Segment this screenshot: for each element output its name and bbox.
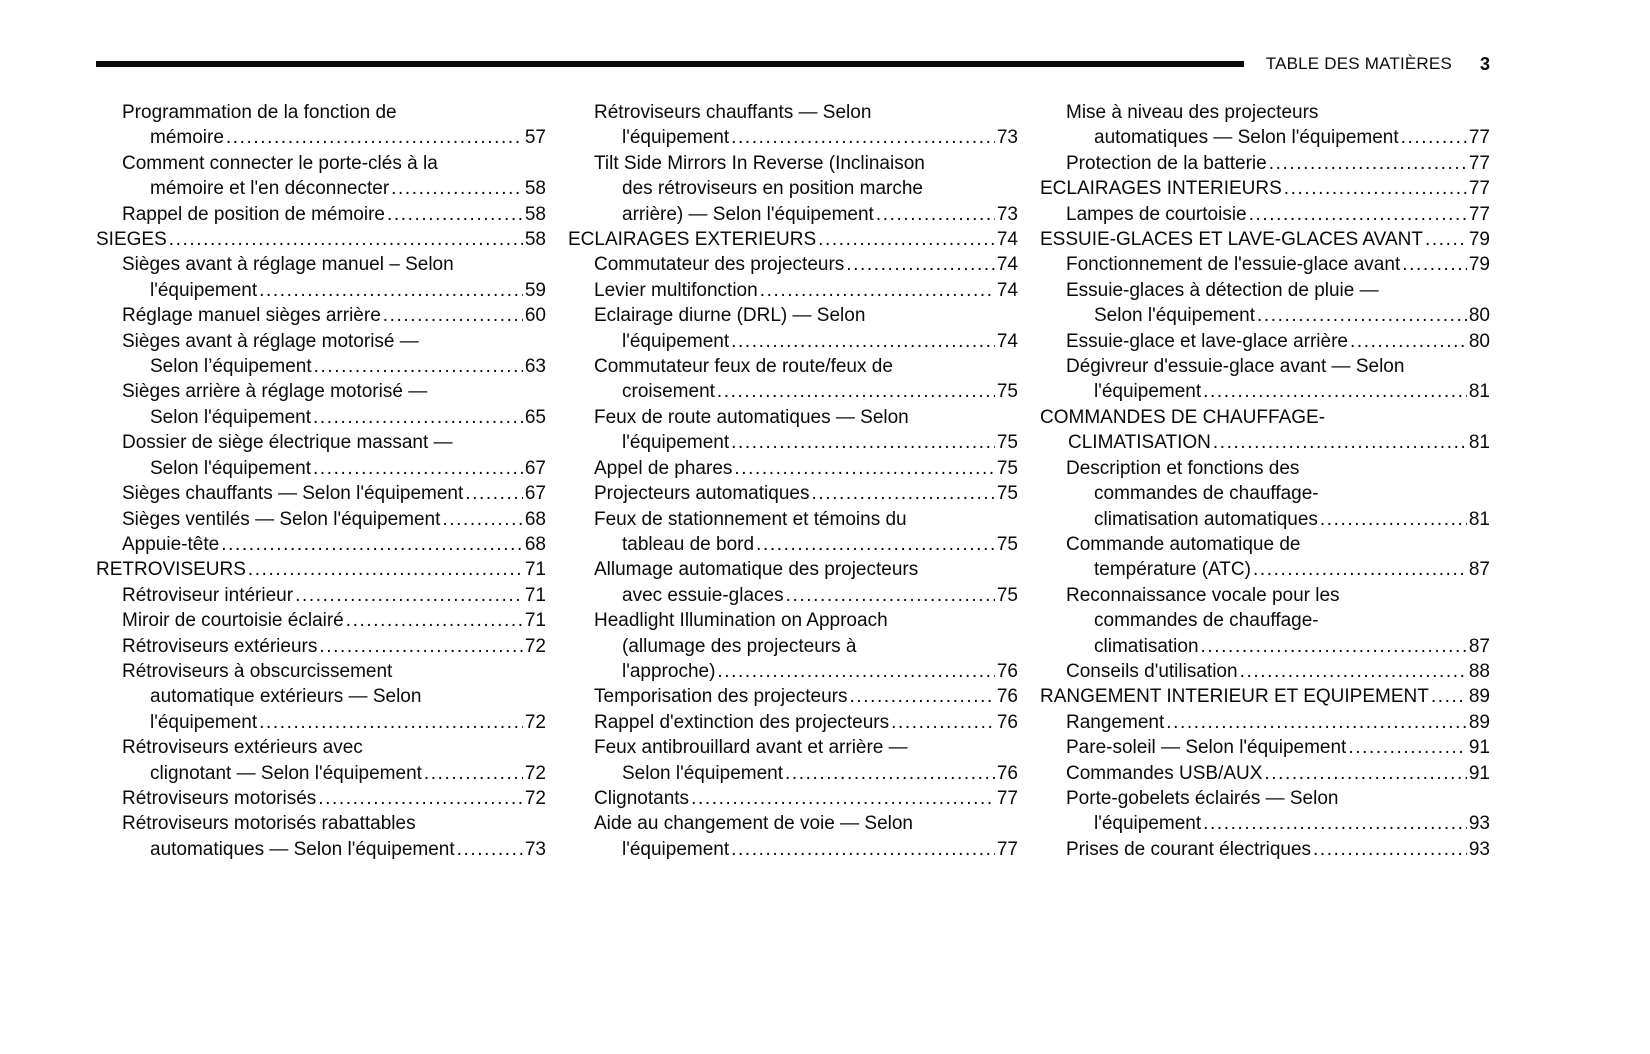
entry-text: RANGEMENT INTERIEUR ET EQUIPEMENT: [1040, 686, 1429, 708]
toc-columns: [0, 100, 1650, 862]
entry-text: Miroir de courtoisie éclairé: [122, 610, 344, 632]
entry-text: automatiques — Selon l'équipement: [1094, 127, 1399, 149]
entry-page-number: 74: [996, 330, 1018, 352]
dot-leader: [169, 227, 523, 252]
toc-section-entry: [96, 252, 546, 303]
entry-page-number: 77: [1468, 127, 1490, 149]
dot-leader: [383, 303, 523, 328]
entry-page-number: 74: [996, 254, 1018, 276]
entry-page-number: 58: [524, 203, 546, 225]
entry-text: Sièges avant à réglage motorisé —: [122, 330, 419, 352]
entry-page-number: 67: [524, 483, 546, 505]
toc-section-entry: [1040, 837, 1490, 862]
dot-leader: [1320, 507, 1467, 532]
entry-page-number: 93: [1468, 813, 1490, 835]
entry-text: ECLAIRAGES INTERIEURS: [1040, 178, 1282, 200]
dot-leader: [849, 684, 994, 709]
entry-page-number: 79: [1468, 229, 1490, 251]
entry-text: automatiques — Selon l'équipement: [150, 838, 455, 860]
entry-text: commandes de chauffage-: [1094, 610, 1319, 632]
entry-text: Rétroviseurs à obscurcissement: [122, 660, 393, 682]
entry-text: arrière) — Selon l'équipement: [622, 203, 874, 225]
toc-section-entry: [568, 608, 1018, 684]
entry-page-number: 76: [996, 686, 1018, 708]
dot-leader: [734, 456, 994, 481]
entry-text: Porte-gobelets éclairés — Selon: [1066, 787, 1339, 809]
entry-text: Commutateur feux de route/feux de: [594, 356, 893, 378]
entry-page-number: 91: [1468, 737, 1490, 759]
dot-leader: [785, 761, 995, 786]
toc-chapter-entry: [568, 227, 1018, 252]
entry-page-number: 93: [1468, 838, 1490, 860]
entry-text: Rétroviseurs extérieurs: [122, 635, 318, 657]
entry-text: COMMANDES DE CHAUFFAGE-: [1040, 406, 1326, 428]
dot-leader: [876, 202, 995, 227]
entry-text: Reconnaissance vocale pour les: [1066, 584, 1340, 606]
entry-text: Selon l’équipement: [150, 356, 312, 378]
toc-section-entry: [96, 202, 546, 227]
dot-leader: [731, 837, 995, 862]
toc-section-entry: [96, 532, 546, 557]
toc-section-entry: [96, 659, 546, 735]
entry-page-number: 75: [996, 381, 1018, 403]
entry-page-number: 71: [524, 610, 546, 632]
entry-text: Dégivreur d'essuie-glace avant — Selon: [1066, 356, 1405, 378]
dot-leader: [1203, 379, 1467, 404]
entry-page-number: 58: [524, 229, 546, 251]
entry-text: Appuie-tête: [122, 533, 220, 555]
entry-page-number: 76: [996, 762, 1018, 784]
toc-section-entry: [96, 786, 546, 811]
entry-page-number: 73: [996, 127, 1018, 149]
toc-section-entry: [96, 379, 546, 430]
entry-text: ESSUIE-GLACES ET LAVE-GLACES AVANT: [1040, 229, 1423, 251]
entry-text: climatisation: [1094, 635, 1199, 657]
dot-leader: [1264, 761, 1466, 786]
entry-page-number: 60: [524, 305, 546, 327]
toc-column-3: [1040, 100, 1490, 862]
toc-section-entry: [568, 786, 1018, 811]
dot-leader: [346, 608, 523, 633]
toc-section-entry: [568, 252, 1018, 277]
toc-chapter-entry: [1040, 227, 1490, 252]
entry-page-number: 81: [1468, 508, 1490, 530]
entry-page-number: 75: [996, 457, 1018, 479]
entry-page-number: 71: [524, 584, 546, 606]
dot-leader: [1249, 202, 1467, 227]
entry-text: l'équipement: [1094, 381, 1202, 403]
toc-section-entry: [1040, 100, 1490, 151]
entry-page-number: 72: [524, 711, 546, 733]
toc-section-entry: [1040, 761, 1490, 786]
entry-text: des rétroviseurs en position marche: [622, 178, 923, 200]
entry-page-number: 77: [1468, 203, 1490, 225]
toc-chapter-entry: [1040, 684, 1490, 709]
entry-page-number: 89: [1468, 686, 1490, 708]
dot-leader: [1425, 227, 1467, 252]
entry-text: Sièges avant à réglage manuel – Selon: [122, 254, 454, 276]
dot-leader: [1402, 252, 1467, 277]
entry-page-number: 81: [1468, 432, 1490, 454]
entry-text: Levier multifonction: [594, 279, 758, 301]
dot-leader: [387, 202, 523, 227]
toc-column-1: [96, 100, 546, 862]
entry-text: Temporisation des projecteurs: [594, 686, 848, 708]
dot-leader: [760, 278, 995, 303]
entry-text: Selon l'équipement: [150, 406, 312, 428]
toc-section-entry: [568, 405, 1018, 456]
entry-text: automatique extérieurs — Selon: [150, 686, 422, 708]
dot-leader: [457, 837, 523, 862]
toc-section-entry: [96, 151, 546, 202]
toc-section-entry: [96, 634, 546, 659]
toc-section-entry: [1040, 659, 1490, 684]
entry-text: l'équipement: [1094, 813, 1202, 835]
entry-text: Appel de phares: [594, 457, 733, 479]
toc-section-entry: [1040, 532, 1490, 583]
entry-text: Dossier de siège électrique massant —: [122, 432, 453, 454]
entry-text: Rétroviseur intérieur: [122, 584, 294, 606]
entry-page-number: 87: [1468, 635, 1490, 657]
entry-page-number: 75: [996, 584, 1018, 606]
entry-text: RETROVISEURS: [96, 559, 246, 581]
entry-text: Lampes de courtoisie: [1066, 203, 1247, 225]
dot-leader: [319, 634, 523, 659]
toc-chapter-entry: [96, 557, 546, 582]
entry-text: ECLAIRAGES EXTERIEURS: [568, 229, 817, 251]
entry-text: Protection de la batterie: [1066, 152, 1267, 174]
entry-text: Selon l'équipement: [622, 762, 784, 784]
dot-leader: [691, 786, 995, 811]
entry-text: Essuie-glaces à détection de pluie —: [1066, 279, 1379, 301]
dot-leader: [391, 176, 523, 201]
dot-leader: [717, 659, 994, 684]
entry-text: croisement: [622, 381, 715, 403]
dot-leader: [1348, 735, 1467, 760]
toc-section-entry: [568, 100, 1018, 151]
dot-leader: [221, 532, 523, 557]
toc-section-entry: [96, 507, 546, 532]
entry-text: Selon l'équipement: [1094, 305, 1256, 327]
entry-page-number: 87: [1468, 559, 1490, 581]
entry-text: Rétroviseurs extérieurs avec: [122, 737, 363, 759]
entry-page-number: 91: [1468, 762, 1490, 784]
entry-text: l'équipement: [622, 330, 730, 352]
entry-text: l'équipement: [622, 127, 730, 149]
toc-section-entry: [568, 481, 1018, 506]
entry-page-number: 79: [1468, 254, 1490, 276]
entry-page-number: 72: [524, 635, 546, 657]
entry-text: clignotant — Selon l'équipement: [150, 762, 422, 784]
entry-text: Sièges ventilés — Selon l'équipement: [122, 508, 441, 530]
dot-leader: [731, 125, 995, 150]
dot-leader: [313, 456, 523, 481]
dot-leader: [1269, 151, 1467, 176]
entry-page-number: 68: [524, 508, 546, 530]
entry-page-number: 89: [1468, 711, 1490, 733]
entry-text: Rétroviseurs motorisés: [122, 787, 317, 809]
dot-leader: [314, 354, 523, 379]
entry-page-number: 81: [1468, 381, 1490, 403]
entry-page-number: 88: [1468, 660, 1490, 682]
dot-leader: [226, 125, 523, 150]
entry-text: Clignotants: [594, 787, 690, 809]
entry-text: (allumage des projecteurs à: [622, 635, 857, 657]
entry-text: température (ATC): [1094, 559, 1251, 581]
entry-page-number: 75: [996, 432, 1018, 454]
page-header: [0, 54, 1650, 74]
entry-text: Projecteurs automatiques: [594, 483, 810, 505]
toc-section-entry: [1040, 278, 1490, 329]
dot-leader: [1284, 176, 1467, 201]
entry-text: avec essuie-glaces: [622, 584, 784, 606]
entry-text: Essuie-glace et lave-glace arrière: [1066, 330, 1348, 352]
dot-leader: [248, 557, 523, 582]
entry-page-number: 80: [1468, 330, 1490, 352]
toc-section-entry: [568, 710, 1018, 735]
entry-text: Feux antibrouillard avant et arrière —: [594, 737, 908, 759]
entry-text: Description et fonctions des: [1066, 457, 1300, 479]
dot-leader: [1313, 837, 1467, 862]
toc-section-entry: [96, 608, 546, 633]
entry-text: l'approche): [622, 660, 716, 682]
header-rule: [96, 61, 1244, 67]
toc-column-2: [568, 100, 1018, 862]
entry-page-number: 63: [524, 356, 546, 378]
entry-text: Rappel de position de mémoire: [122, 203, 385, 225]
entry-text: mémoire et l'en déconnecter: [150, 178, 390, 200]
entry-text: Selon l'équipement: [150, 457, 312, 479]
dot-leader: [891, 710, 995, 735]
entry-text: Feux de route automatiques — Selon: [594, 406, 909, 428]
toc-section-entry: [1040, 354, 1490, 405]
entry-page-number: 71: [524, 559, 546, 581]
entry-page-number: 75: [996, 483, 1018, 505]
entry-text: Rappel d'extinction des projecteurs: [594, 711, 890, 733]
toc-section-entry: [568, 303, 1018, 354]
toc-section-entry: [568, 456, 1018, 481]
toc-section-entry: [96, 481, 546, 506]
dot-leader: [259, 710, 523, 735]
entry-text: Conseils d'utilisation: [1066, 660, 1238, 682]
entry-text: Tilt Side Mirrors In Reverse (Inclinaison: [594, 152, 925, 174]
entry-text: Programmation de la fonction de: [122, 102, 397, 123]
entry-text: Aide au changement de voie — Selon: [594, 813, 913, 835]
entry-text: Headlight Illumination on Approach: [594, 610, 888, 632]
dot-leader: [1201, 634, 1467, 659]
dot-leader: [717, 379, 995, 404]
toc-page: [0, 54, 1650, 1054]
dot-leader: [1203, 811, 1467, 836]
entry-page-number: 57: [524, 127, 546, 149]
toc-section-entry: [1040, 329, 1490, 354]
dot-leader: [1431, 684, 1467, 709]
dot-leader: [818, 227, 995, 252]
toc-chapter-entry: [1040, 405, 1490, 456]
entry-text: Commande automatique de: [1066, 533, 1301, 555]
entry-text: Eclairage diurne (DRL) — Selon: [594, 305, 866, 327]
entry-text: Fonctionnement de l'essuie-glace avant: [1066, 254, 1401, 276]
entry-text: Mise à niveau des projecteurs: [1066, 102, 1319, 123]
toc-section-entry: [96, 735, 546, 786]
dot-leader: [846, 252, 995, 277]
entry-text: CLIMATISATION: [1068, 432, 1211, 454]
toc-section-entry: [568, 354, 1018, 405]
toc-section-entry: [96, 583, 546, 608]
entry-page-number: 67: [524, 457, 546, 479]
toc-section-entry: [568, 151, 1018, 227]
entry-text: l'équipement: [150, 711, 258, 733]
dot-leader: [465, 481, 523, 506]
entry-page-number: 76: [996, 711, 1018, 733]
dot-leader: [1213, 430, 1467, 455]
dot-leader: [811, 481, 994, 506]
dot-leader: [786, 583, 995, 608]
entry-text: Sièges arrière à réglage motorisé —: [122, 381, 428, 403]
dot-leader: [424, 761, 523, 786]
dot-leader: [318, 786, 523, 811]
dot-leader: [731, 329, 995, 354]
entry-page-number: 65: [524, 406, 546, 428]
entry-text: mémoire: [150, 127, 224, 149]
entry-text: Rangement: [1066, 711, 1165, 733]
entry-text: SIEGES: [96, 229, 167, 251]
toc-section-entry: [1040, 786, 1490, 837]
toc-section-entry: [1040, 583, 1490, 659]
toc-section-entry: [96, 430, 546, 481]
entry-text: commandes de chauffage-: [1094, 483, 1319, 505]
entry-page-number: 76: [996, 660, 1018, 682]
entry-page-number: 59: [524, 279, 546, 301]
entry-text: Rétroviseurs chauffants — Selon: [594, 102, 872, 123]
entry-text: l'équipement: [622, 838, 730, 860]
dot-leader: [1240, 659, 1467, 684]
entry-text: Commandes USB/AUX: [1066, 762, 1263, 784]
entry-text: Commutateur des projecteurs: [594, 254, 845, 276]
dot-leader: [731, 430, 995, 455]
entry-page-number: 72: [524, 762, 546, 784]
dot-leader: [1257, 303, 1467, 328]
toc-chapter-entry: [96, 227, 546, 252]
entry-text: Feux de stationnement et témoins du: [594, 508, 907, 530]
toc-section-entry: [96, 329, 546, 380]
toc-section-entry: [1040, 710, 1490, 735]
toc-section-entry: [1040, 735, 1490, 760]
entry-page-number: 77: [1468, 152, 1490, 174]
dot-leader: [1253, 557, 1467, 582]
entry-text: Allumage automatique des projecteurs: [594, 559, 919, 581]
dot-leader: [442, 507, 522, 532]
toc-section-entry: [568, 507, 1018, 558]
toc-section-entry: [568, 684, 1018, 709]
entry-page-number: 80: [1468, 305, 1490, 327]
entry-text: l'équipement: [150, 279, 258, 301]
toc-section-entry: [568, 557, 1018, 608]
toc-section-entry: [1040, 151, 1490, 176]
toc-section-entry: [568, 811, 1018, 862]
entry-page-number: 77: [1468, 178, 1490, 200]
header-page-number: 3: [1479, 53, 1490, 74]
entry-page-number: 58: [524, 178, 546, 200]
entry-text: Sièges chauffants — Selon l'équipement: [122, 483, 464, 505]
entry-page-number: 68: [524, 533, 546, 555]
entry-page-number: 74: [996, 229, 1018, 251]
dot-leader: [1401, 125, 1467, 150]
entry-page-number: 74: [996, 279, 1018, 301]
entry-text: Réglage manuel sièges arrière: [122, 305, 381, 327]
entry-text: tableau de bord: [622, 533, 755, 555]
dot-leader: [756, 532, 995, 557]
dot-leader: [1166, 710, 1467, 735]
entry-page-number: 73: [996, 203, 1018, 225]
entry-text: climatisation automatiques: [1094, 508, 1318, 530]
dot-leader: [295, 583, 523, 608]
entry-text: Prises de courant électriques: [1066, 838, 1312, 860]
entry-text: Rétroviseurs motorisés rabattables: [122, 813, 416, 835]
dot-leader: [1350, 329, 1467, 354]
entry-page-number: 72: [524, 787, 546, 809]
entry-text: Pare-soleil — Selon l'équipement: [1066, 737, 1347, 759]
entry-page-number: 75: [996, 533, 1018, 555]
toc-section-entry: [1040, 202, 1490, 227]
entry-page-number: 73: [524, 838, 546, 860]
entry-page-number: 77: [996, 787, 1018, 809]
entry-text: Comment connecter le porte-clés à la: [122, 152, 438, 174]
toc-section-entry: [1040, 252, 1490, 277]
entry-text: l'équipement: [622, 432, 730, 454]
toc-chapter-entry: [1040, 176, 1490, 201]
toc-section-entry: [96, 303, 546, 328]
entry-page-number: 77: [996, 838, 1018, 860]
dot-leader: [259, 278, 523, 303]
toc-section-entry: [96, 100, 546, 151]
toc-section-entry: [568, 735, 1018, 786]
toc-section-entry: [568, 278, 1018, 303]
toc-section-entry: [96, 811, 546, 862]
dot-leader: [313, 405, 523, 430]
header-title: TABLE DES MATIÈRES: [1265, 54, 1452, 73]
toc-section-entry: [1040, 456, 1490, 532]
